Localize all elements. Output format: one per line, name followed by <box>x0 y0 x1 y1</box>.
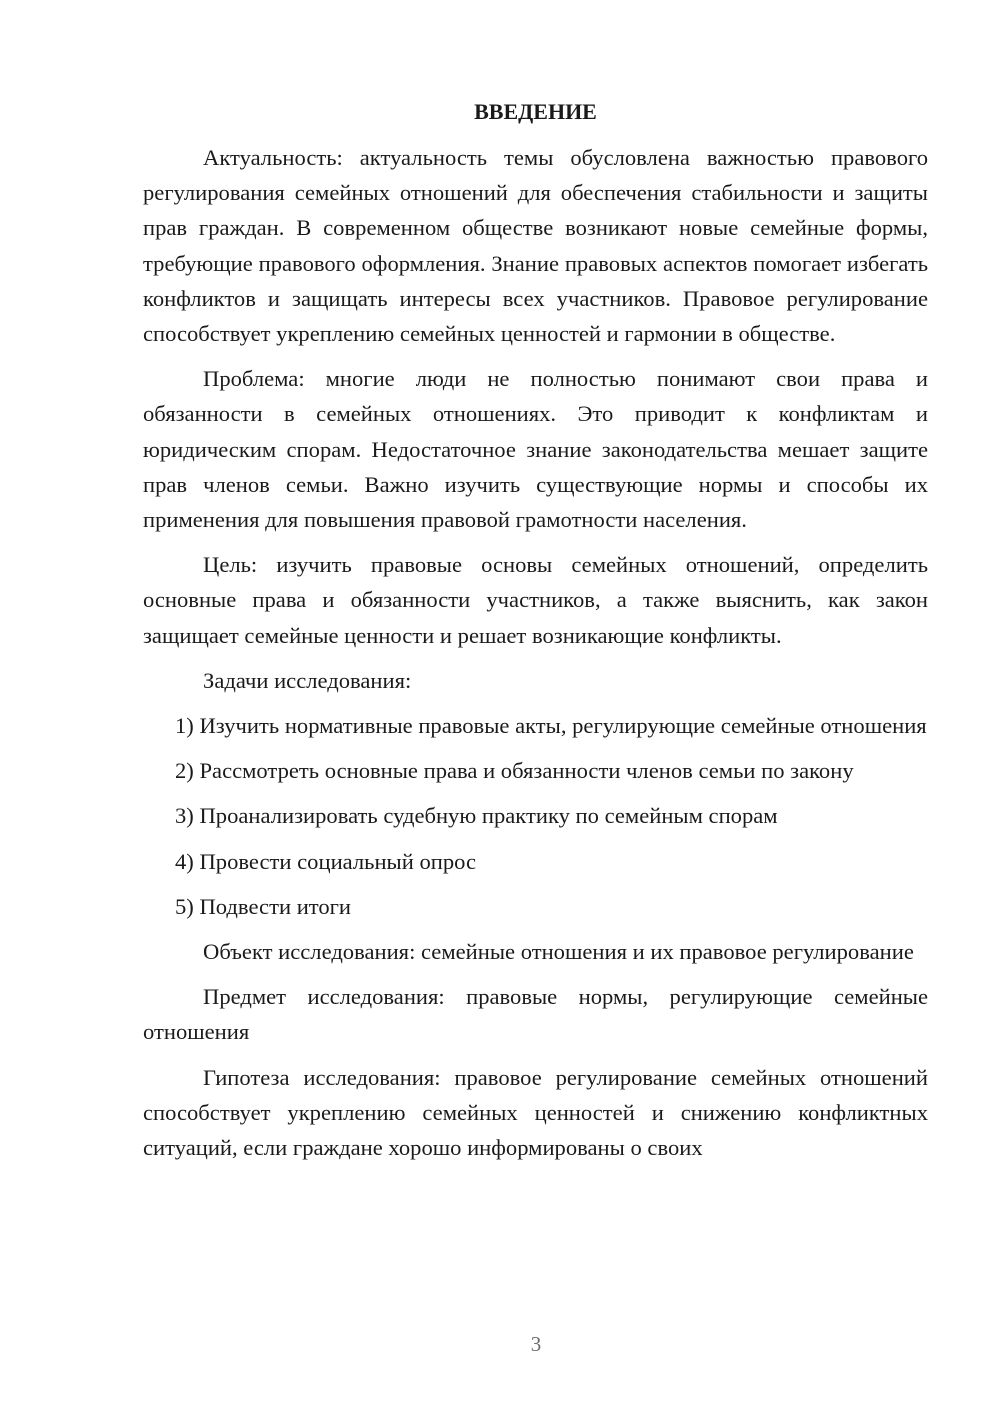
task-item: 3) Проанализировать судебную практику по семейным спорам <box>175 803 778 829</box>
paragraph-problem: Проблема: многие люди не полностью понимают свои права и обязанности в семейных отношениях. Это приводит к конфликтам и юридическим спорам. Недостаточное знание законодательства мешает защите прав членов семьи. Важно изучить существующие нормы и способы их применения для повышения правовой грамотности населения. <box>143 366 928 533</box>
paragraph-object: Объект исследования: семейные отношения и их правовое регулирование <box>203 939 914 965</box>
paragraph-relevance: Актуальность: актуальность темы обусловлена важностью правового регулирования семейных отношений для обеспечения стабильности и защиты прав граждан. В современном обществе возникают новые семейные формы, требующие правового оформления. Знание правовых аспектов помогает избегать конфликтов и защищать интересы всех участников. Правовое регулирование способствует укреплению семейных ценностей и гармонии в обществе. <box>143 145 928 347</box>
paragraph-hypothesis: Гипотеза исследования: правовое регулирование семейных отношений способствует укреплению семейных ценностей и снижению конфликтных ситуаций, если граждане хорошо информированы о своих <box>143 1064 928 1161</box>
task-item: 1) Изучить нормативные правовые акты, регулирующие семейные отношения <box>175 713 927 739</box>
task-item: 4) Провести социальный опрос <box>175 848 477 874</box>
task-item: 2) Рассмотреть основные права и обязанности членов семьи по закону <box>175 758 854 784</box>
paragraph-subject: Предмет исследования: правовые нормы, регулирующие семейные отношения <box>143 984 928 1045</box>
page-content <box>143 94 928 1175</box>
task-item: 5) Подвести итоги <box>175 893 352 919</box>
tasks-heading: Задачи исследования: <box>203 667 412 693</box>
page-title: ВВЕДЕНИЕ <box>474 99 597 124</box>
paragraph-goal: Цель: изучить правовые основы семейных отношений, определить основные права и обязанности участников, а также выяснить, как закон защищает семейные ценности и решает возникающие конфликты. <box>143 552 928 648</box>
page-number: 3 <box>530 1332 542 1356</box>
